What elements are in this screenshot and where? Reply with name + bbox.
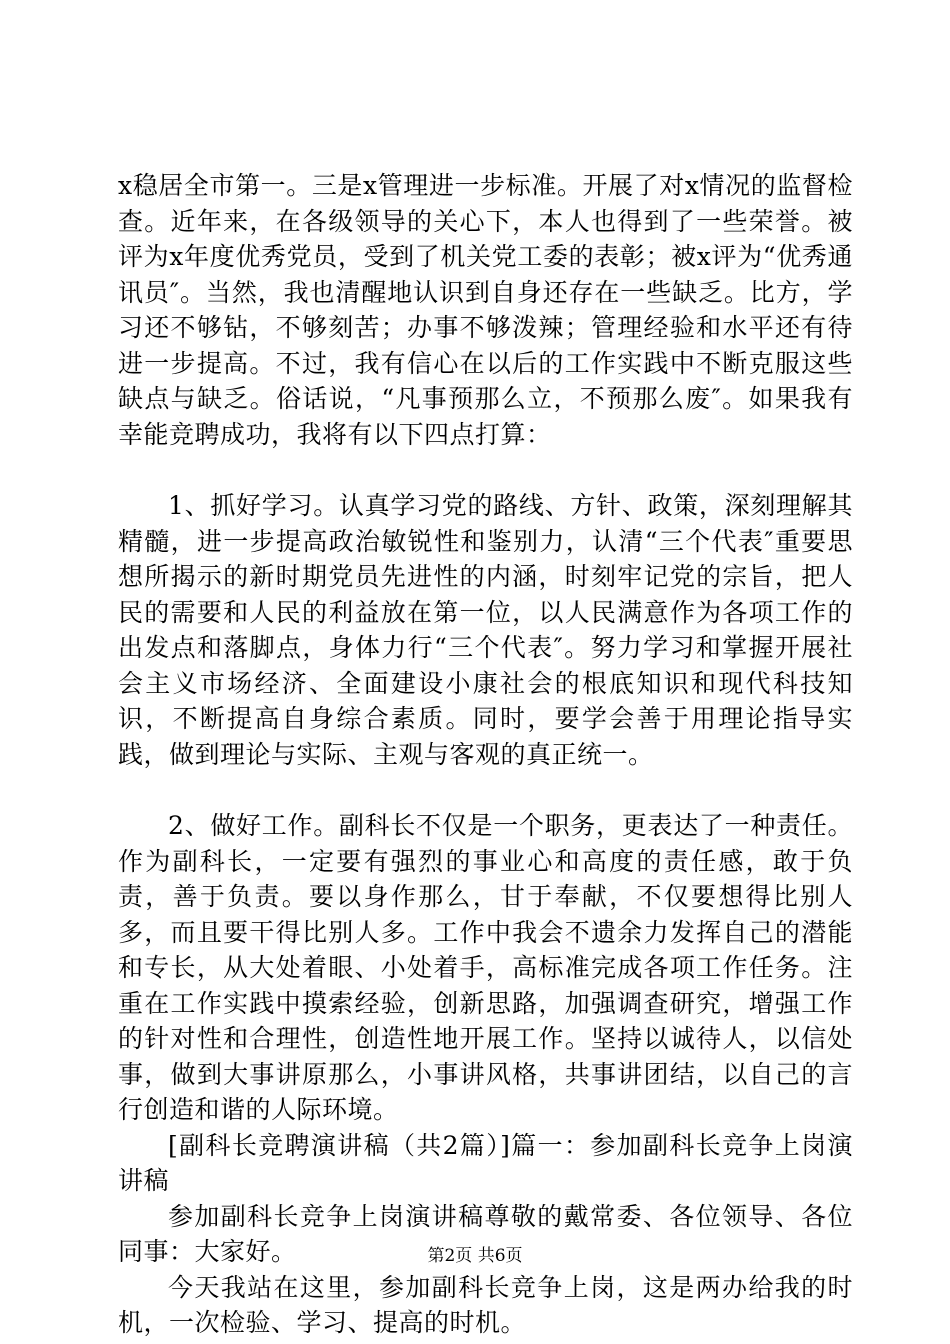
paragraph-study: 1、抓好学习。认真学习党的路线、方针、政策，深刻理解其精髓，进一步提高政治敏锐性和鉴别力，认清“三个代表″重要思想所揭示的新时期党员先进性的内涵，时刻牢记党的宗旨，把人民的需要和人民的利益放在第一位，以人民满意作为各项工作的出发点和落脚点，身体力行“三个代表″。努力学习和掌握开展社会主义市场经济、全面建设小康社会的根底知识和现代科技知识，不断提高自身综合素质。同时，要学会善于用理论指导实践，做到理论与实际、主观与客观的真正统一。 (118, 491, 853, 769)
paragraph-opening: 今天我站在这里，参加副科长竞争上岗，这是两办给我的时机，一次检验、学习、提高的时机。 (118, 1272, 853, 1337)
section-heading: [副科长竞聘演讲稿（共2篇）]篇一：参加副科长竞争上岗演讲稿 (118, 1130, 853, 1195)
paragraph-gap (118, 452, 853, 488)
document-body (118, 168, 853, 1341)
paragraph-continuation: x稳居全市第一。三是x管理进一步标准。开展了对x情况的监督检查。近年来，在各级领导的关心下，本人也得到了一些荣誉。被评为x年度优秀党员，受到了机关党工委的表彰；被x评为“优秀通讯员″。当然，我也清醒地认识到自身还存在一些缺乏。比方，学习还不够钻，不够刻苦；办事不够泼辣；管理经验和水平还有待进一步提高。不过，我有信心在以后的工作实践中不断克服这些缺点与缺乏。俗话说，“凡事预那么立，不预那么废″。如果我有幸能竞聘成功，我将有以下四点打算： (118, 171, 853, 449)
paragraph-gap (118, 772, 853, 808)
paragraph-work: 2、做好工作。副科长不仅是一个职务，更表达了一种责任。作为副科长，一定要有强烈的事业心和高度的责任感，敢于负责，善于负责。要以身作那么，甘于奉献，不仅要想得比别人多，而且要干得比别人多。工作中我会不遗余力发挥自己的潜能和专长，从大处着眼、小处着手，高标准完成各项工作任务。注重在工作实践中摸索经验，创新思路，加强调查研究，增强工作的针对性和合理性，创造性地开展工作。坚持以诚待人，以信处事，做到大事讲原那么，小事讲风格，共事讲团结，以自己的言行创造和谐的人际环境。 (118, 811, 853, 1124)
page-number: 第2页 共6页 (427, 1246, 523, 1266)
paragraph-greeting: 参加副科长竞争上岗演讲稿尊敬的戴常委、各位领导、各位同事：大家好。 (118, 1201, 853, 1266)
